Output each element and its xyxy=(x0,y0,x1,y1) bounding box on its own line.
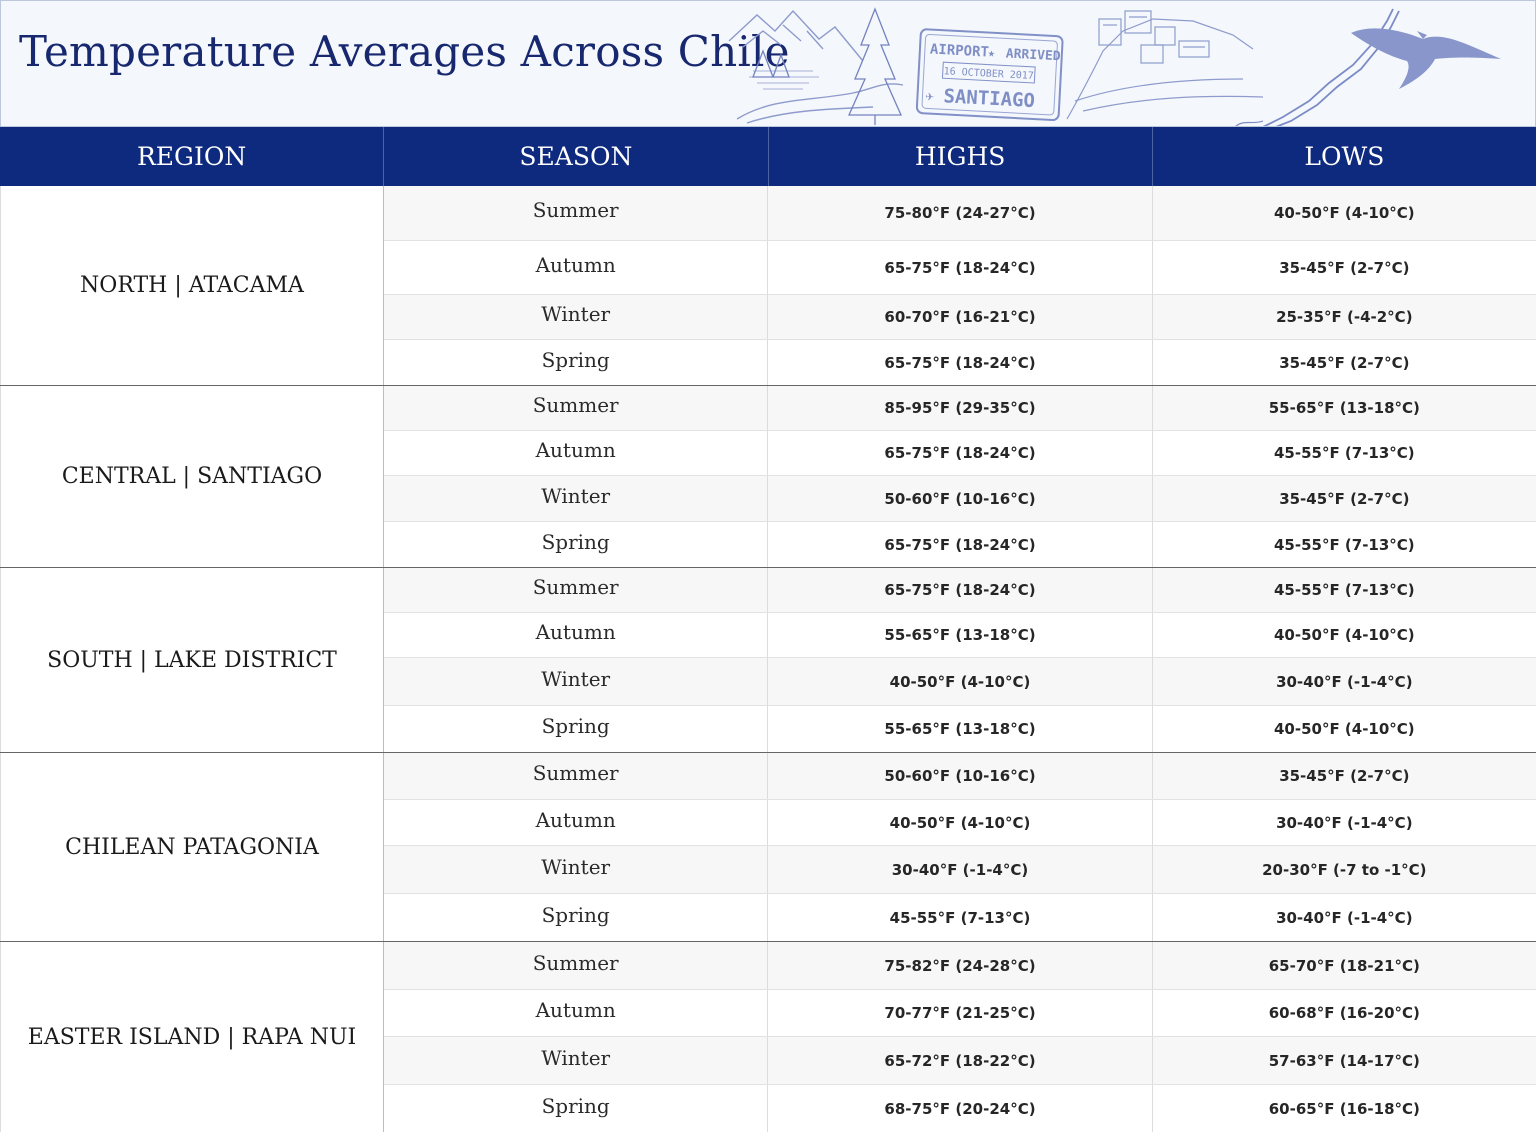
highs-cell: 65-72°F (18-22°C) xyxy=(768,1037,1152,1084)
highs-cell: 65-75°F (18-24°C) xyxy=(768,241,1152,294)
season-cell: Spring xyxy=(384,1085,768,1132)
highs-cell: 65-75°F (18-24°C) xyxy=(768,568,1152,612)
region-group xyxy=(0,568,1536,753)
column-header-highs: HIGHS xyxy=(769,127,1153,186)
highs-cell: 65-75°F (18-24°C) xyxy=(768,522,1152,567)
lows-cell: 35-45°F (2-7°C) xyxy=(1279,489,1410,508)
season-cell: Spring xyxy=(384,340,768,385)
lows-cell: 20-30°F (-7 to -1°C) xyxy=(1262,860,1427,879)
region-name: NORTH | ATACAMA xyxy=(0,186,384,385)
lows-cell: 57-63°F (14-17°C) xyxy=(1268,1051,1420,1070)
highs-cell: 45-55°F (7-13°C) xyxy=(768,894,1152,941)
season-cell: Winter xyxy=(384,295,768,339)
highs-cell: 68-75°F (20-24°C) xyxy=(768,1085,1152,1132)
lows-cell: 40-50°F (4-10°C) xyxy=(1273,204,1415,222)
table-row xyxy=(384,340,1536,385)
passport-stamp xyxy=(917,29,1063,120)
coastal-town-sketch xyxy=(1067,11,1263,119)
table-row xyxy=(384,990,1536,1037)
table-row xyxy=(384,431,1536,476)
lows-cell: 35-45°F (2-7°C) xyxy=(1279,353,1410,372)
lows-cell: 40-50°F (4-10°C) xyxy=(1273,720,1415,738)
table-header-row xyxy=(0,127,1536,186)
pine-trees xyxy=(753,9,901,125)
table-row xyxy=(384,295,1536,340)
season-cell: Autumn xyxy=(384,800,768,845)
lows-cell: 30-40°F (-1-4°C) xyxy=(1276,672,1413,691)
table-row xyxy=(384,706,1536,752)
season-cell: Summer xyxy=(384,942,768,989)
season-cell: Winter xyxy=(384,846,768,893)
table-row xyxy=(384,568,1536,613)
chile-travel-illustration xyxy=(723,1,1523,127)
title-banner xyxy=(0,0,1536,127)
highs-cell: 40-50°F (4-10°C) xyxy=(768,658,1152,705)
region-group xyxy=(0,186,1536,386)
region-group xyxy=(0,386,1536,568)
column-header-region: REGION xyxy=(0,127,384,186)
lows-cell: 40-50°F (4-10°C) xyxy=(1273,626,1415,644)
table-row xyxy=(384,846,1536,894)
table-row xyxy=(384,800,1536,846)
table-row xyxy=(384,613,1536,658)
season-cell: Autumn xyxy=(384,241,768,294)
table-row xyxy=(384,386,1536,431)
region-name: CHILEAN PATAGONIA xyxy=(0,753,384,941)
table-row xyxy=(384,658,1536,706)
season-cell: Summer xyxy=(384,753,768,799)
highs-cell: 50-60°F (10-16°C) xyxy=(768,753,1152,799)
plane-icon: ✈ xyxy=(925,88,935,105)
region-name: SOUTH | LAKE DISTRICT xyxy=(0,568,384,752)
highs-cell: 50-60°F (10-16°C) xyxy=(768,476,1152,521)
stamp-city-text: SANTIAGO xyxy=(942,85,1036,113)
highs-cell: 65-75°F (18-24°C) xyxy=(768,340,1152,385)
season-cell: Autumn xyxy=(384,613,768,657)
lows-cell: 65-70°F (18-21°C) xyxy=(1268,956,1420,975)
chile-map-outline xyxy=(1235,9,1399,127)
season-cell: Summer xyxy=(384,186,768,240)
lows-cell: 25-35°F (-4-2°C) xyxy=(1276,308,1413,326)
highs-cell: 40-50°F (4-10°C) xyxy=(768,800,1152,845)
column-header-season: SEASON xyxy=(384,127,768,186)
page-title: Temperature Averages Across Chile xyxy=(19,27,790,76)
lows-cell: 45-55°F (7-13°C) xyxy=(1273,581,1415,599)
highs-cell: 55-65°F (13-18°C) xyxy=(768,613,1152,657)
table-row xyxy=(384,476,1536,522)
season-cell: Spring xyxy=(384,706,768,752)
region-name: EASTER ISLAND | RAPA NUI xyxy=(0,942,384,1132)
svg-text:★: ★ xyxy=(987,45,996,60)
lows-cell: 60-68°F (16-20°C) xyxy=(1268,1004,1420,1022)
highs-cell: 55-65°F (13-18°C) xyxy=(768,706,1152,752)
stamp-date-text: 16 OCTOBER 2017 xyxy=(943,66,1035,82)
region-group xyxy=(0,753,1536,942)
lows-cell: 30-40°F (-1-4°C) xyxy=(1276,813,1413,832)
condor-icon xyxy=(1351,28,1501,89)
highs-cell: 75-80°F (24-27°C) xyxy=(768,186,1152,240)
season-cell: Summer xyxy=(384,568,768,612)
season-cell: Spring xyxy=(384,894,768,941)
column-header-lows: LOWS xyxy=(1304,142,1385,171)
table-row xyxy=(384,753,1536,800)
lows-cell: 55-65°F (13-18°C) xyxy=(1268,399,1420,417)
highs-cell: 65-75°F (18-24°C) xyxy=(768,431,1152,475)
highs-cell: 75-82°F (24-28°C) xyxy=(768,942,1152,989)
lows-cell: 60-65°F (16-18°C) xyxy=(1268,1099,1420,1118)
lows-cell: 35-45°F (2-7°C) xyxy=(1279,767,1410,785)
season-cell: Summer xyxy=(384,386,768,430)
table-row xyxy=(384,241,1536,295)
season-cell: Autumn xyxy=(384,431,768,475)
season-cell: Winter xyxy=(384,476,768,521)
highs-cell: 70-77°F (21-25°C) xyxy=(768,990,1152,1036)
highs-cell: 30-40°F (-1-4°C) xyxy=(768,846,1152,893)
mountain-sketch xyxy=(729,11,903,123)
lows-cell: 45-55°F (7-13°C) xyxy=(1273,444,1415,462)
region-name: CENTRAL | SANTIAGO xyxy=(0,386,384,567)
season-cell: Winter xyxy=(384,1037,768,1084)
table-row xyxy=(384,942,1536,990)
table-row xyxy=(384,894,1536,941)
lake-hatching xyxy=(749,71,819,89)
lows-cell: 30-40°F (-1-4°C) xyxy=(1276,908,1413,927)
table-row xyxy=(384,1085,1536,1132)
stamp-arrived-text: ARRIVED xyxy=(1005,46,1061,65)
season-cell: Autumn xyxy=(384,990,768,1036)
season-cell: Winter xyxy=(384,658,768,705)
lows-cell: 45-55°F (7-13°C) xyxy=(1273,535,1415,554)
region-group xyxy=(0,942,1536,1132)
highs-cell: 85-95°F (29-35°C) xyxy=(768,386,1152,430)
lows-cell: 35-45°F (2-7°C) xyxy=(1279,258,1410,277)
highs-cell: 60-70°F (16-21°C) xyxy=(768,295,1152,339)
stamp-airport-text: AIRPORT xyxy=(929,41,990,61)
table-row xyxy=(384,522,1536,567)
season-cell: Spring xyxy=(384,522,768,567)
table-row xyxy=(384,1037,1536,1085)
table-row xyxy=(384,186,1536,241)
